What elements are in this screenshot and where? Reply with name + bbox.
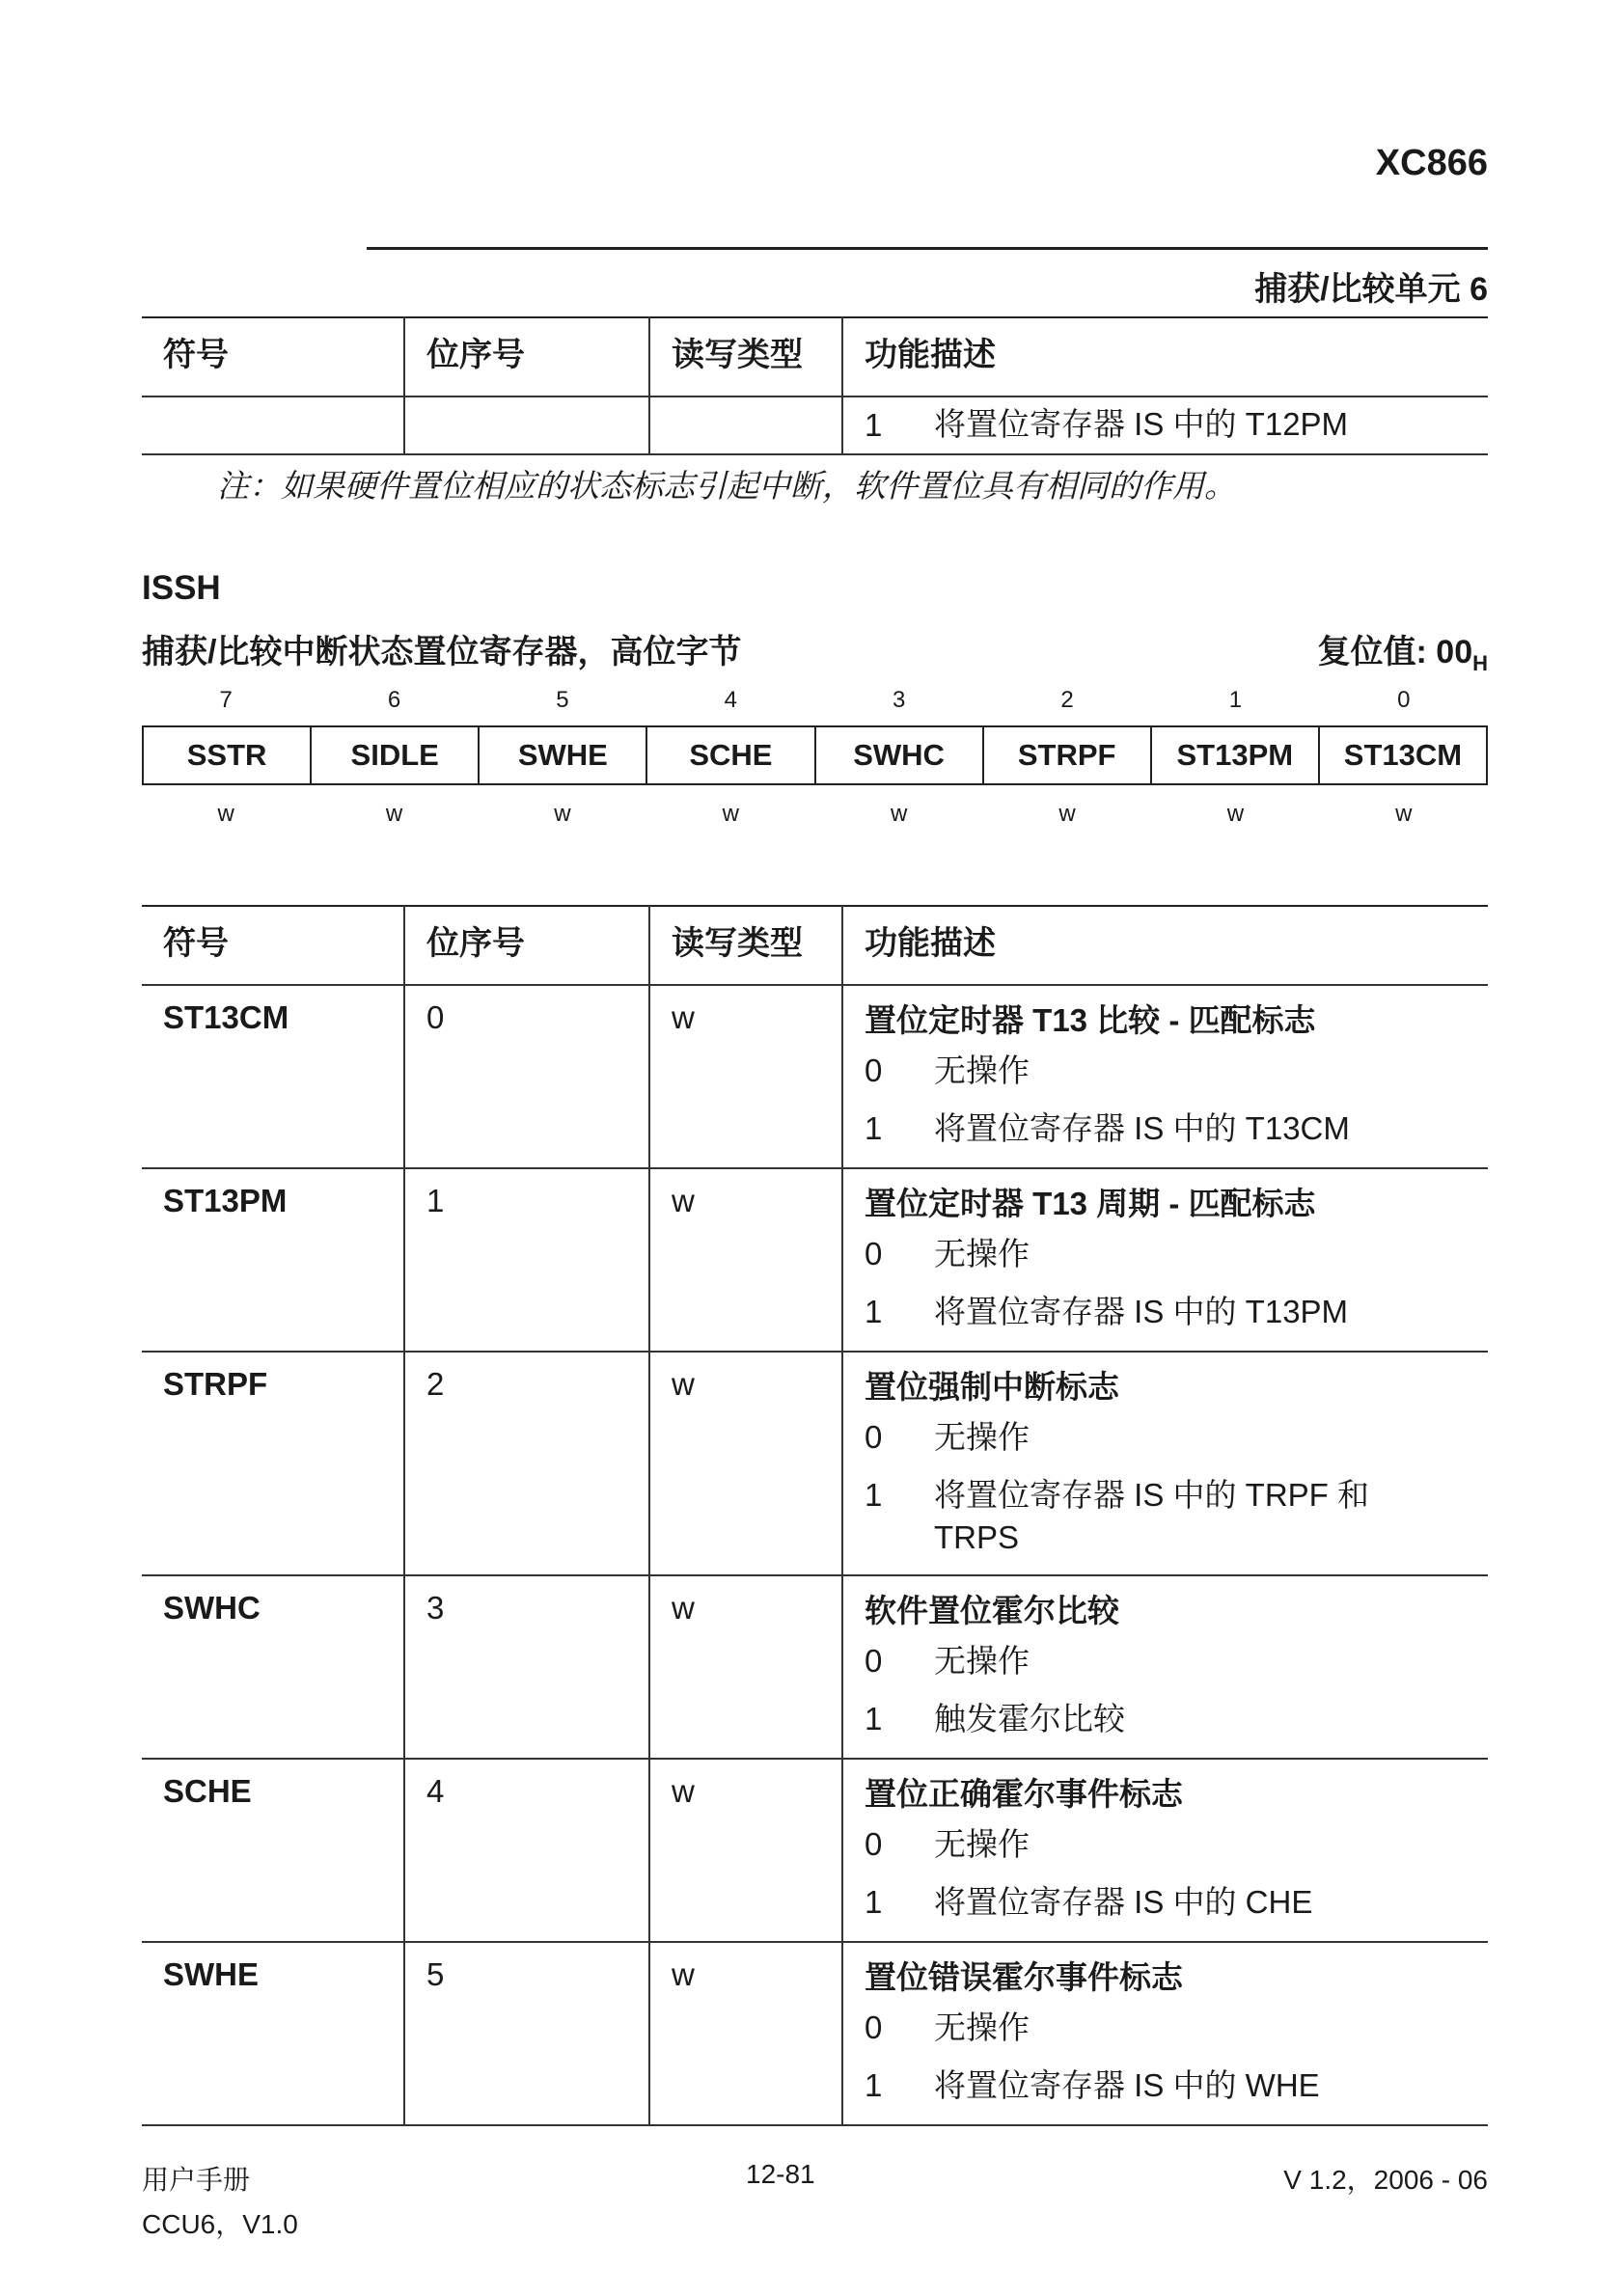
table-row	[142, 1168, 1488, 1352]
cell-access: w	[649, 1942, 842, 2125]
bit-access: w	[891, 801, 908, 827]
option-text: 将置位寄存器 IS 中的 TRPF 和 TRPS	[934, 1477, 1370, 1555]
column-header-bit: 位序号	[404, 317, 649, 396]
option-value: 0	[865, 2009, 883, 2045]
bit-field: SIDLE	[310, 727, 478, 783]
option-value: 1	[865, 1294, 883, 1329]
table-header-row	[142, 906, 1488, 985]
bit-field: SSTR	[186, 738, 267, 772]
footer-page-number: 12-81	[746, 2159, 815, 2189]
option-line	[865, 1816, 1488, 1873]
header-divider	[367, 247, 1488, 250]
bit-access: w	[554, 801, 571, 827]
column-header-symbol: 符号	[142, 906, 404, 985]
option-value: 0	[865, 1826, 883, 1862]
cell-symbol: SWHE	[142, 1942, 404, 2125]
option-text: 无操作	[934, 1419, 1030, 1455]
reset-value-label: 复位值: 00	[1317, 634, 1473, 670]
bit-number-row	[142, 687, 1488, 714]
option-text: 将置位寄存器 IS 中的 T12PM	[934, 406, 1349, 442]
cell-bit: 3	[404, 1575, 649, 1759]
cell-bit: 4	[404, 1759, 649, 1942]
option-line	[865, 1408, 1488, 1466]
bit-access: w	[1395, 801, 1413, 827]
description-title: 置位强制中断标志	[865, 1369, 1119, 1405]
cell-description	[842, 1942, 1488, 2125]
description-title: 置位定时器 T13 比较 - 匹配标志	[865, 1002, 1316, 1038]
table-row	[142, 1942, 1488, 2125]
column-header-description: 功能描述	[842, 906, 1488, 985]
column-header-access: 读写类型	[649, 906, 842, 985]
option-text: 无操作	[934, 1826, 1030, 1862]
option-value: 0	[865, 1236, 883, 1271]
column-header-bit: 位序号	[404, 906, 649, 985]
register-name: ISSH	[142, 569, 221, 607]
cell-bit: 5	[404, 1942, 649, 2125]
option-line	[865, 1466, 1488, 1559]
option-line	[865, 1225, 1488, 1283]
bit-number: 4	[724, 687, 737, 713]
bit-number: 0	[1397, 687, 1411, 713]
table-row	[142, 985, 1488, 1168]
cell-access	[649, 396, 842, 454]
description-title: 置位正确霍尔事件标志	[865, 1776, 1183, 1812]
bit-field: ST13PM	[1150, 727, 1318, 783]
option-line	[865, 2057, 1488, 2115]
bit-number: 7	[219, 687, 233, 713]
description-title: 软件置位霍尔比较	[865, 1593, 1119, 1628]
bit-access: w	[722, 801, 739, 827]
option-text: 无操作	[934, 2009, 1030, 2045]
bit-access: w	[1058, 801, 1076, 827]
cell-symbol: ST13CM	[142, 985, 404, 1168]
column-header-symbol: 符号	[142, 317, 404, 396]
bit-number: 6	[387, 687, 401, 713]
option-line	[865, 1632, 1488, 1690]
register-description: 捕获/比较中断状态置位寄存器，高位字节	[142, 634, 742, 670]
column-header-access: 读写类型	[649, 317, 842, 396]
option-text: 无操作	[934, 1052, 1030, 1088]
option-value: 0	[865, 1643, 883, 1679]
bit-number: 3	[893, 687, 906, 713]
option-value: 1	[865, 2067, 883, 2103]
reset-value	[1318, 625, 1488, 676]
option-text: 无操作	[934, 1236, 1030, 1271]
cell-symbol	[142, 396, 404, 454]
cell-access: w	[649, 1168, 842, 1352]
table-row	[142, 1575, 1488, 1759]
option-value: 0	[865, 1419, 883, 1455]
bit-field-box	[142, 725, 1488, 785]
option-text: 将置位寄存器 IS 中的 CHE	[934, 1884, 1313, 1920]
register-bit-table	[142, 905, 1488, 2126]
option-line	[865, 1999, 1488, 2057]
cell-description	[842, 1575, 1488, 1759]
option-line	[865, 1042, 1488, 1100]
bit-access-row	[142, 801, 1488, 828]
bit-access: w	[1226, 801, 1245, 827]
cell-bit	[404, 396, 649, 454]
option-line	[865, 1690, 1488, 1748]
option-value: 1	[865, 1477, 883, 1513]
option-line	[865, 1283, 1488, 1341]
cell-description	[842, 396, 1488, 454]
option-value: 0	[865, 1052, 883, 1088]
cell-description	[842, 1168, 1488, 1352]
cell-symbol: SCHE	[142, 1759, 404, 1942]
bit-field: SWHE	[478, 727, 646, 783]
description-title: 置位错误霍尔事件标志	[865, 1959, 1183, 1995]
cell-symbol: ST13PM	[142, 1168, 404, 1352]
bit-number: 1	[1228, 687, 1243, 713]
note-text: 注：如果硬件置位相应的状态标志引起中断，软件置位具有相同的作用。	[217, 468, 1236, 504]
cell-bit: 0	[404, 985, 649, 1168]
option-text: 将置位寄存器 IS 中的 T13CM	[934, 1110, 1350, 1146]
column-header-description: 功能描述	[842, 317, 1488, 396]
table-row	[142, 1759, 1488, 1942]
option-value: 1	[865, 1884, 883, 1920]
bit-number: 5	[556, 687, 569, 713]
cell-access: w	[649, 1352, 842, 1575]
bit-access: w	[217, 801, 234, 827]
bit-access: w	[385, 801, 403, 827]
footer-manual: 用户手册	[142, 2165, 251, 2195]
option-value: 1	[865, 1701, 883, 1736]
cell-bit: 1	[404, 1168, 649, 1352]
cell-access: w	[649, 1759, 842, 1942]
option-line	[865, 1873, 1488, 1931]
description-title: 置位定时器 T13 周期 - 匹配标志	[865, 1186, 1316, 1221]
table-row	[142, 1352, 1488, 1575]
reset-value-suffix: H	[1472, 650, 1488, 675]
option-line	[865, 397, 1488, 453]
option-text: 无操作	[934, 1643, 1030, 1679]
cell-description	[842, 1759, 1488, 1942]
document-title: XC866	[1375, 143, 1488, 183]
bit-field: STRPF	[982, 727, 1150, 783]
bit-field: SCHE	[646, 727, 813, 783]
option-text: 将置位寄存器 IS 中的 T13PM	[934, 1294, 1349, 1329]
option-text: 将置位寄存器 IS 中的 WHE	[934, 2067, 1320, 2103]
table-row	[142, 396, 1488, 454]
footer-module: CCU6，V1.0	[142, 2209, 298, 2239]
option-text: 触发霍尔比较	[934, 1701, 1125, 1736]
cell-access: w	[649, 1575, 842, 1759]
bit-field: SWHC	[814, 727, 982, 783]
cell-description	[842, 985, 1488, 1168]
cell-description	[842, 1352, 1488, 1575]
option-line	[865, 1100, 1488, 1158]
register-table-continued	[142, 316, 1488, 455]
option-value: 1	[865, 1110, 883, 1146]
table-header-row	[142, 317, 1488, 396]
bit-number: 2	[1060, 687, 1074, 713]
footer-version: V 1.2，2006 - 06	[1283, 2165, 1488, 2195]
section-title: 捕获/比较单元 6	[1254, 271, 1488, 308]
cell-symbol: STRPF	[142, 1352, 404, 1575]
cell-access: w	[649, 985, 842, 1168]
cell-bit: 2	[404, 1352, 649, 1575]
cell-symbol: SWHC	[142, 1575, 404, 1759]
bit-field: ST13CM	[1318, 727, 1486, 783]
option-value: 1	[865, 407, 883, 443]
